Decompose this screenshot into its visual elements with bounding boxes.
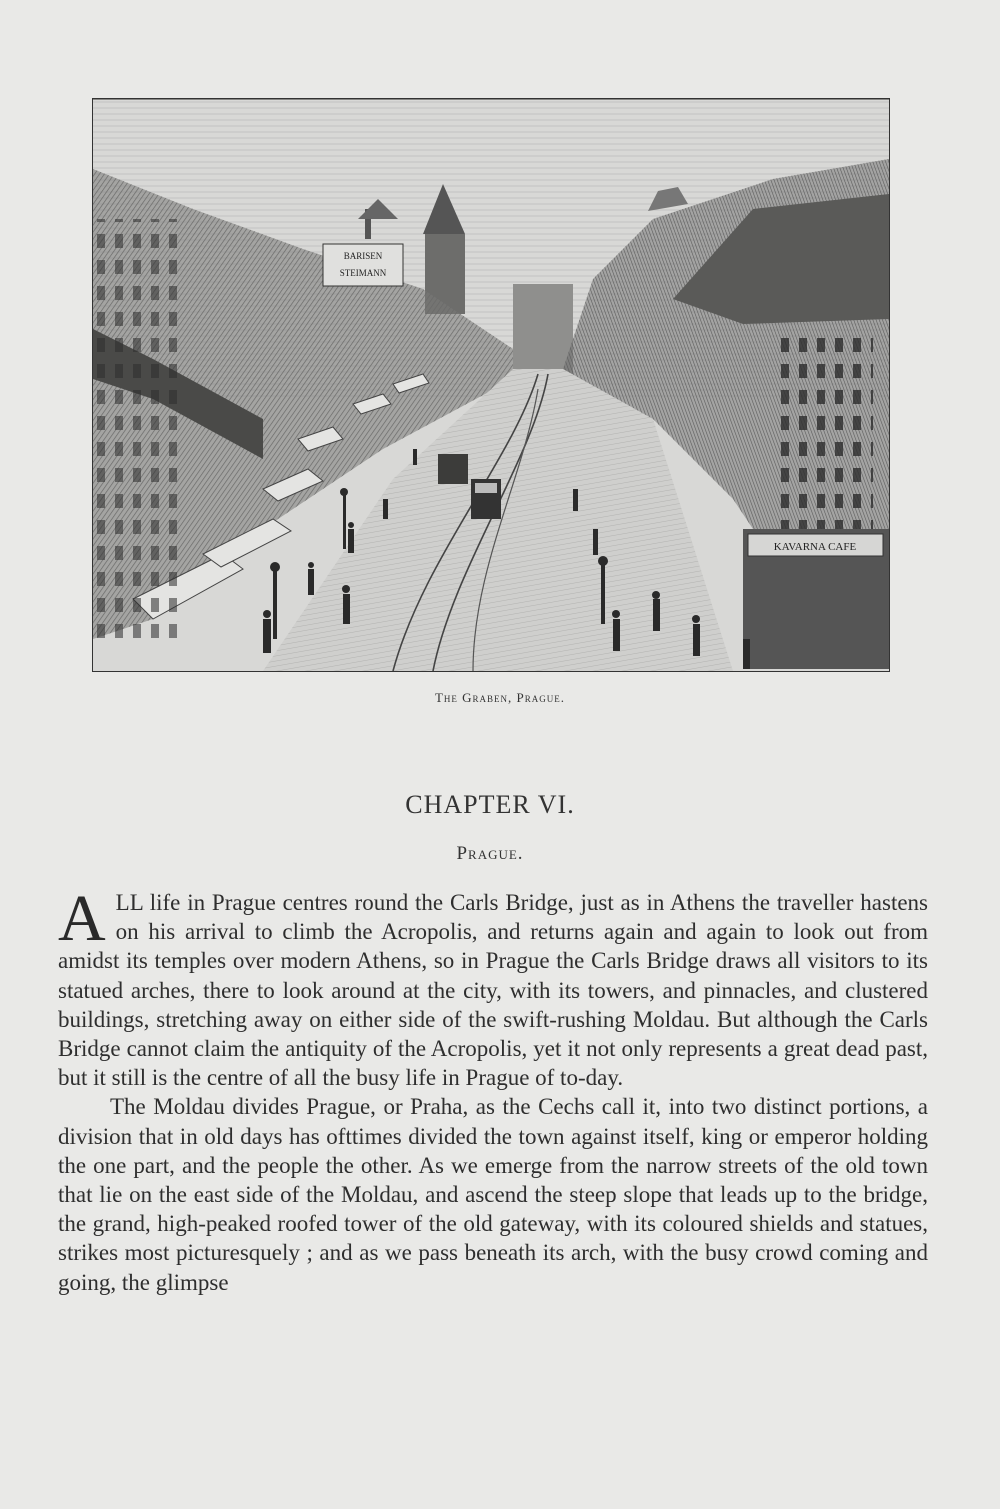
shop-sign-text-1: BARISEN bbox=[343, 251, 383, 261]
engraving-drawing bbox=[93, 99, 889, 671]
shop-sign-text-2: STEIMANN bbox=[339, 268, 387, 278]
right-facade-windows bbox=[773, 334, 873, 534]
chapter-body-text bbox=[58, 882, 928, 1297]
cafe-sign-text: KAVARNA CAFE bbox=[773, 541, 857, 553]
chapter-subtitle: Prague. bbox=[456, 843, 524, 864]
paragraph-1-text: LL life in Prague centres round the Carls Bridge, just as in Athens the traveller hastens on his arrival to climb the Acropolis, and returns again and again to look out from amidst its temples over modern Athens, so in Prague the Carls Bridge draws all visitors to its statued arches, there to look around at the city, with its towers, and pinnacles, and clustered buildings, stretching away on either side of the swift-rushing Moldau. But although the Carls Bridge cannot claim the antiquity of the Acropolis, yet it not only represents a great dead past, but it still is the centre of all the busy life in Prague of to-day. bbox=[58, 890, 928, 1091]
drop-cap-letter: A bbox=[58, 882, 106, 955]
paragraph-1 bbox=[58, 882, 928, 1092]
paragraph-2: The Moldau divides Prague, or Praha, as the Cechs call it, into two distinct portions, a division that in old days has ofttimes divided the town against itself, king or emperor holding the one part, and the people the other. As we emerge from the narrow streets of the old town that lie on the east side of the Moldau, and ascend the steep slope that leads up to the bridge, the grand, high-peaked roofed tower of the old gateway, with its coloured shields and statues, strikes most picturesquely ; and as we pass beneath its arch, with the busy crowd coming and going, the glimpse bbox=[58, 1094, 928, 1295]
chapter-title: CHAPTER VI. bbox=[405, 790, 575, 819]
street-engraving-illustration bbox=[92, 98, 890, 672]
left-facade-windows bbox=[93, 219, 183, 639]
tram bbox=[438, 454, 468, 484]
distant-building bbox=[513, 284, 573, 374]
illustration-caption: The Graben, Prague. bbox=[434, 690, 566, 705]
